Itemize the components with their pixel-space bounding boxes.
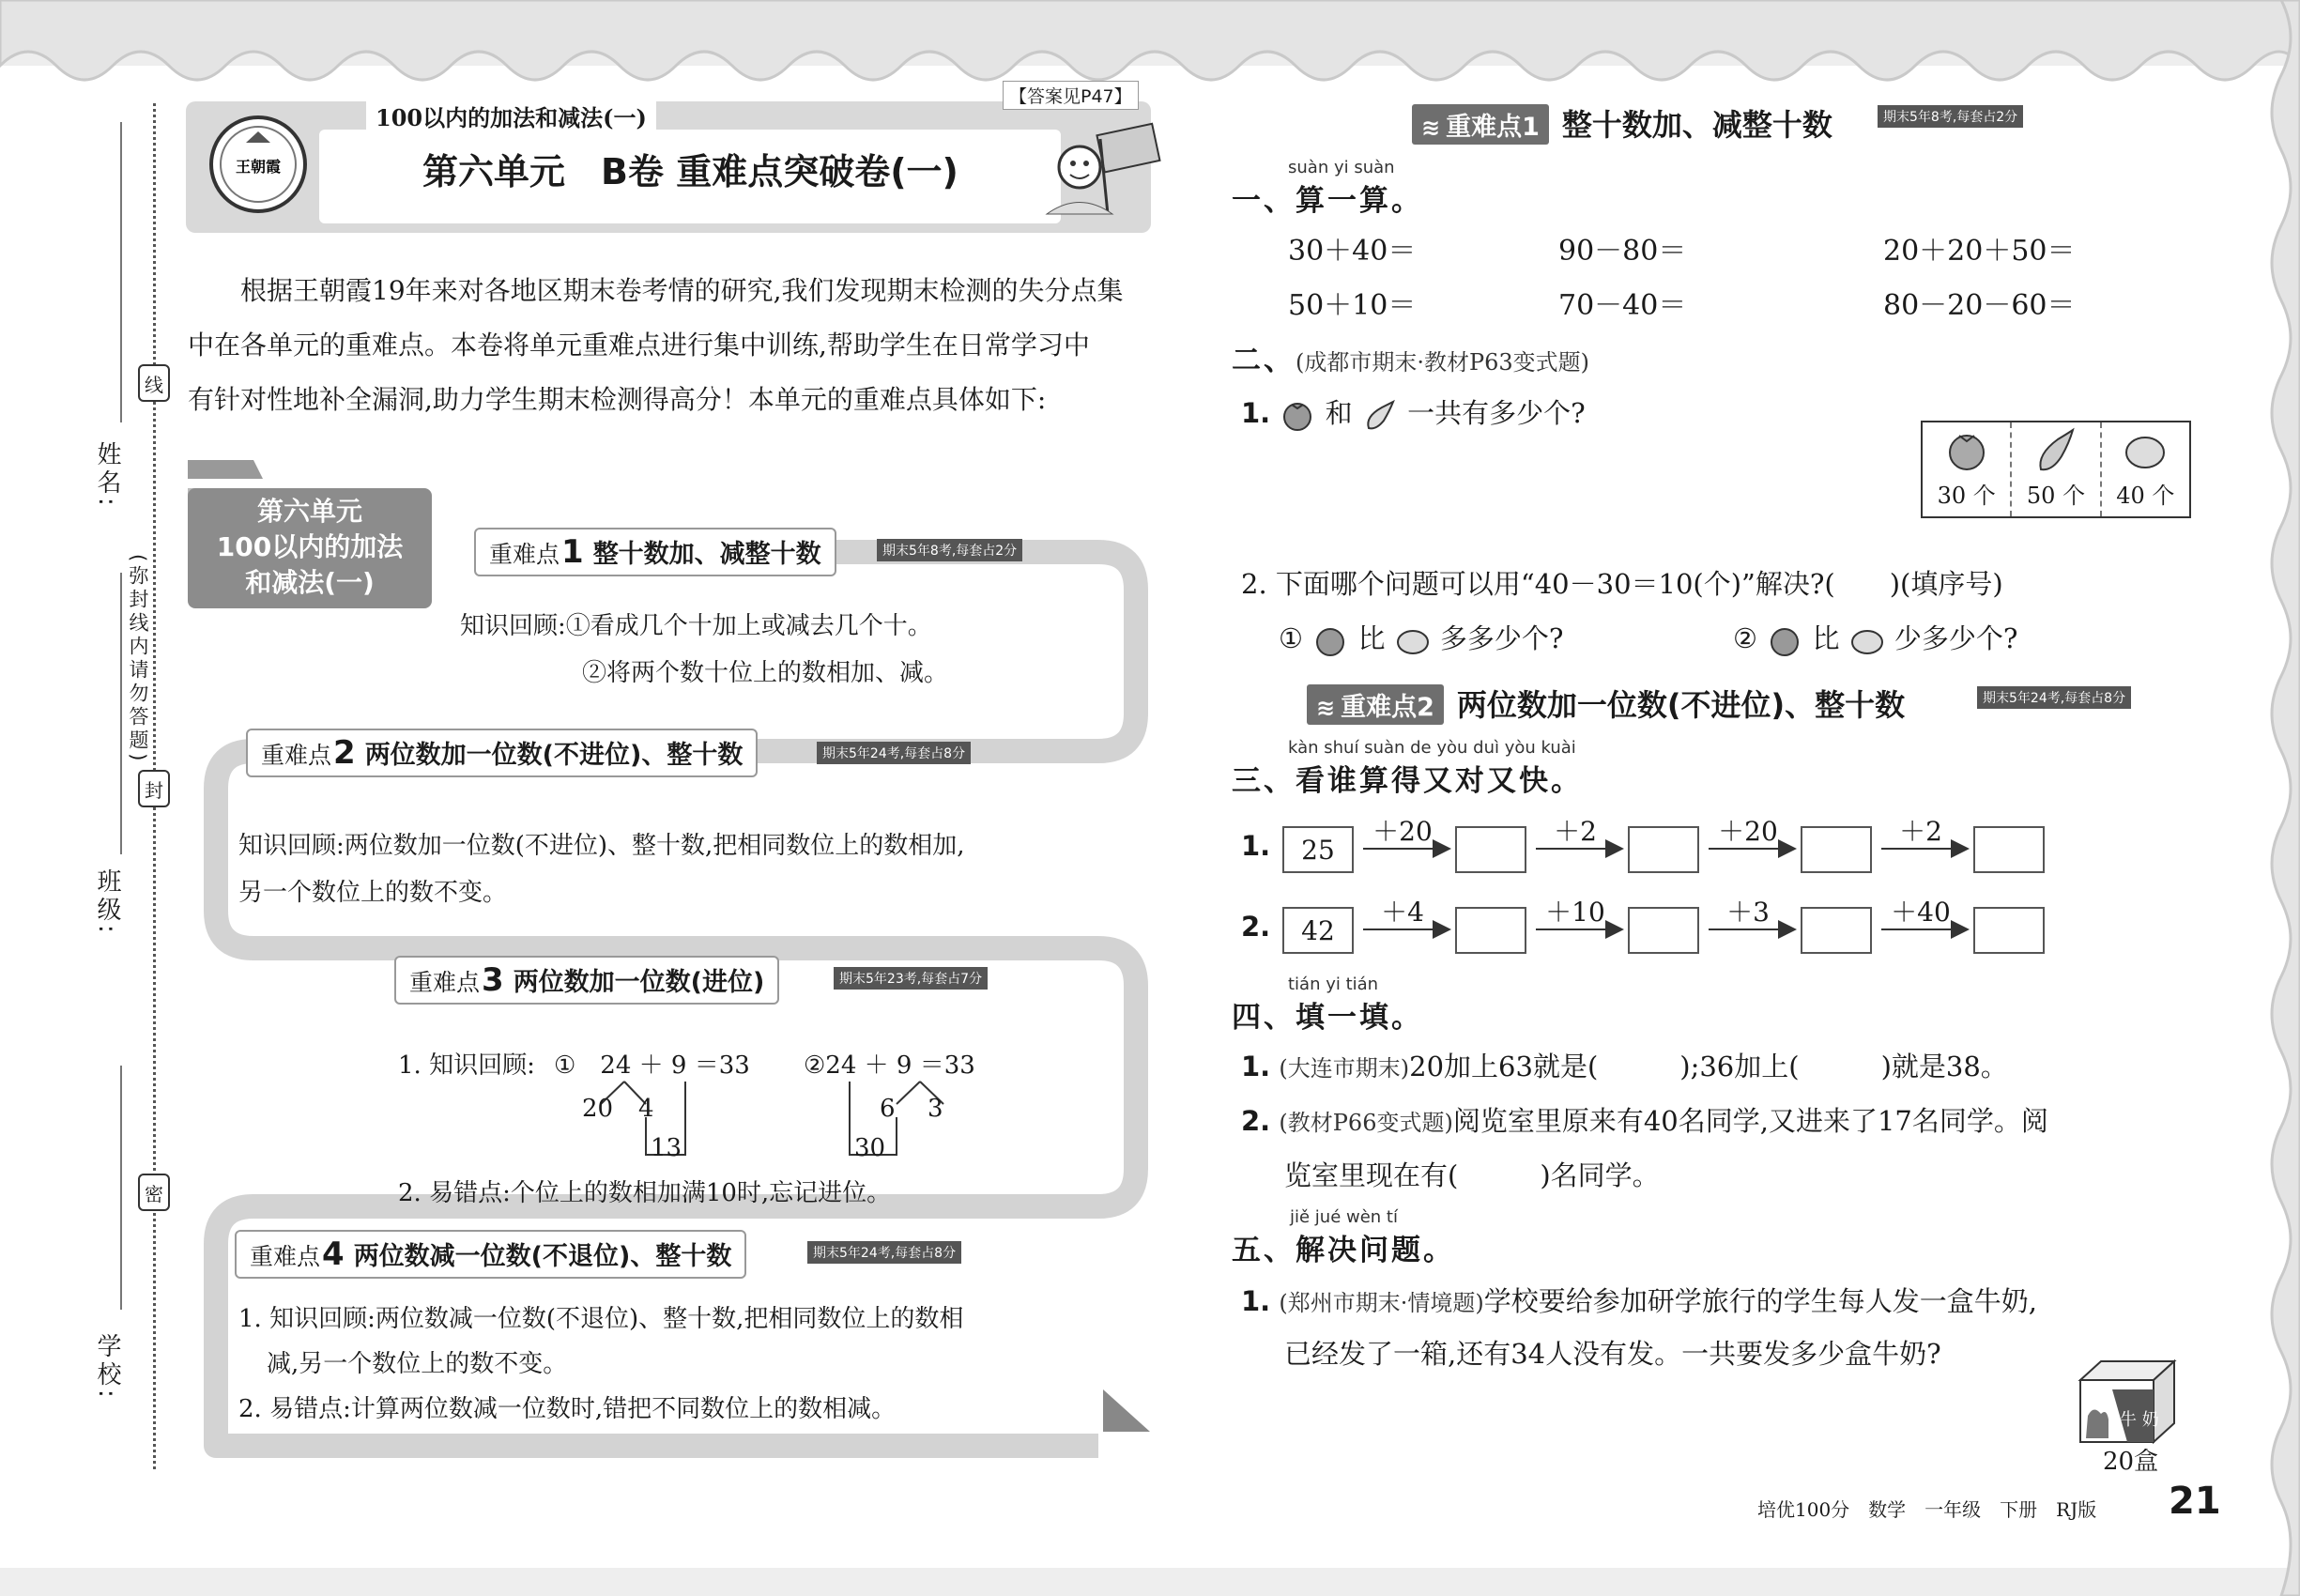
q5-item-1-text: 学校要给参加研学旅行的学生每人发一盒牛奶,	[1483, 1285, 2038, 1317]
tomato-icon	[1311, 623, 1349, 657]
key-point-4-review-1: 1. 知识回顾:两位数减一位数(不退位)、整十数,把相同数位上的数相	[238, 1305, 964, 1333]
key-point-1-tag: 期末5年8考,每套占2分	[877, 539, 1022, 561]
tomato-icon	[1766, 623, 1803, 657]
key-point-2-review-1: 知识回顾:两位数加一位数(不进位)、整十数,把相同数位上的数相加,	[238, 832, 965, 860]
intro-line-2: 中在各单元的重难点。本卷将单元重难点进行集中训练,帮助学生在日常学习中	[188, 330, 1090, 361]
q3-pinyin: kàn shuí suàn de yòu duì yòu kuài	[1288, 738, 1576, 758]
q4-item-2-number: 2.	[1241, 1105, 1271, 1137]
q5-pinyin: jiě jué wèn tí	[1290, 1207, 1398, 1227]
tomato-count: 30 个	[1937, 483, 1996, 509]
key-point-2-label	[246, 729, 758, 777]
key-point-number: 4	[322, 1235, 345, 1273]
unit-title: 第六单元 B卷 重难点突破卷(一)	[422, 151, 958, 192]
key-point-3-tag: 期末5年23考,每套占7分	[834, 967, 988, 990]
melon-icon	[1848, 623, 1886, 657]
q2-option-2	[1733, 618, 2017, 657]
subtopic-title: 100以内的加法和减法(一)	[366, 100, 656, 132]
split-ones-1: 4	[638, 1095, 654, 1123]
q4-item-2-text: 阅览室里原来有40名同学,又进来了17名同学。阅	[1452, 1105, 2048, 1137]
key-point-word: 重难点	[250, 1243, 321, 1270]
q2-source: (成都市期末·教材P63变式题)	[1296, 349, 1590, 376]
section-2-header	[1307, 682, 1905, 725]
split-sum-1: 13	[651, 1134, 682, 1162]
q5-item-1-continued: 已经发了一箱,还有34人没有发。一共要发多少盒牛奶?	[1284, 1338, 1941, 1370]
section-2-badge	[1307, 684, 1444, 725]
option-1-marker: ①	[1279, 622, 1303, 654]
key-point-3-label	[394, 956, 779, 1005]
q5-item-1-number: 1.	[1241, 1285, 1271, 1317]
decomposition-lines	[563, 1078, 958, 1162]
key-point-3-review-label: 1. 知识回顾:	[398, 1051, 535, 1080]
q5-heading: 五、解决问题。	[1232, 1234, 1455, 1267]
key-point-2-review-2: 另一个数位上的数不变。	[238, 879, 508, 907]
q2-heading-row	[1232, 336, 1589, 378]
eggplant-icon	[2033, 426, 2078, 473]
section-2-badge-text: 重难点2	[1341, 693, 1434, 722]
stamp-close-mark: 密	[138, 1174, 170, 1211]
chain-op: ＋10	[1545, 897, 1605, 928]
q4-item-1	[1241, 1046, 2008, 1084]
q2-item-2: 2. 下面哪个问题可以用“40－30＝10(个)”解决?( )(填序号)	[1241, 568, 2003, 600]
key-point-4-error: 2. 易错点:计算两位数减一位数时,错把不同数位上的数相减。	[238, 1395, 897, 1423]
melon-count: 40 个	[2116, 483, 2175, 509]
key-point-title: 两位数减一位数(不退位)、整十数	[353, 1242, 732, 1271]
option-1-compare: 比	[1357, 622, 1386, 654]
page-number: 21	[2169, 1480, 2221, 1523]
q4-item-2-continued: 览室里现在有( )名同学。	[1284, 1159, 1660, 1191]
q4-item-1-source: (大连市期末)	[1279, 1055, 1410, 1082]
chain-start-box: 25	[1282, 826, 1354, 873]
q1-expr-3: 20＋20＋50＝	[1883, 235, 2076, 268]
tomato-icon	[1944, 426, 1989, 473]
chain-op: ＋40	[1891, 897, 1951, 928]
key-point-1-review-1: 知识回顾:①看成几个十加上或减去几个十。	[460, 612, 932, 640]
q1-expr-1: 30＋40＝	[1288, 235, 1417, 268]
answer-reference: 【答案见P47】	[1003, 81, 1139, 110]
chain-op: ＋20	[1718, 816, 1778, 847]
stamp-line-mark: 线	[138, 364, 170, 402]
q5-item-1-source: (郑州市期末·情境题)	[1279, 1290, 1484, 1316]
section-2-tag: 期末5年24考,每套占8分	[1977, 686, 2131, 709]
key-point-4-tag: 期末5年24考,每套占8分	[807, 1241, 961, 1264]
brand-logo	[208, 115, 308, 214]
intro-line-3: 有针对性地补全漏洞,助力学生期末检测得高分！本单元的重难点具体如下:	[188, 384, 1047, 415]
chain-op: ＋4	[1381, 897, 1424, 928]
key-point-word: 重难点	[261, 742, 332, 769]
melon-icon	[1394, 623, 1432, 657]
answer-box[interactable]	[1973, 907, 2045, 954]
q4-item-1-text: 20加上63就是( );36加上( )就是38。	[1409, 1051, 2008, 1082]
milk-box-label: 牛 奶	[2120, 1410, 2159, 1430]
unit-box	[188, 488, 432, 608]
option-2-question: 少多少个?	[1894, 622, 2018, 654]
q2-item-1-and: 和	[1325, 397, 1353, 429]
q1-expr-2: 90－80＝	[1558, 235, 1687, 268]
key-point-3-equation-2: ②24 ＋ 9 ＝33	[804, 1051, 975, 1080]
stamp-seal-mark: 封	[138, 770, 170, 807]
tomato-icon	[1279, 398, 1316, 432]
melon-icon	[2123, 426, 2168, 473]
key-point-1-review-2: ②将两个数十位上的数相加、减。	[582, 659, 949, 687]
key-point-4-review-2: 减,另一个数位上的数不变。	[267, 1350, 568, 1378]
unit-box-line-2: 100以内的加法	[216, 531, 404, 562]
footer-series: 培优100分 数学 一年级 下册 RJ版	[1757, 1498, 2097, 1521]
key-point-4-label	[235, 1230, 746, 1279]
key-point-number: 3	[482, 961, 504, 999]
produce-cell-tomato	[1923, 422, 2012, 516]
q2-item-1-number: 1.	[1241, 397, 1271, 429]
q4-heading: 四、填一填。	[1232, 1001, 1423, 1035]
section-1-badge-text: 重难点1	[1446, 113, 1540, 142]
chain-op: ＋20	[1372, 816, 1433, 847]
option-2-compare: 比	[1812, 622, 1840, 654]
seal-note: (弥封线内请勿答题)	[127, 554, 149, 765]
eggplant-icon	[1361, 398, 1399, 432]
key-point-2-tag: 期末5年24考,每套占8分	[817, 742, 971, 764]
key-point-number: 2	[333, 734, 356, 772]
split-part-2b: 3	[928, 1095, 943, 1123]
q1-expr-6: 80－20－60＝	[1883, 289, 2076, 322]
q1-expr-4: 50＋10＝	[1288, 289, 1417, 322]
intro-line-1: 根据王朝霞19年来对各地区期末卷考情的研究,我们发现期末检测的失分点集	[240, 275, 1124, 306]
unit-box-line-3: 和减法(一)	[245, 567, 375, 598]
chain-arrows	[1357, 836, 1977, 948]
q2-heading: 二、	[1232, 344, 1296, 377]
chain-op: ＋3	[1726, 897, 1770, 928]
section-1-badge	[1412, 104, 1549, 145]
split-tens-1: 20	[582, 1095, 614, 1123]
wavy-right-edge	[2262, 0, 2300, 1596]
section-2-title: 两位数加一位数(不进位)、整十数	[1456, 687, 1906, 723]
key-point-3-equation-1: ① 24 ＋ 9 ＝33	[554, 1051, 750, 1080]
q4-item-2	[1241, 1100, 2048, 1139]
name-blank-line	[120, 122, 122, 422]
wave-icon: ≋	[1421, 115, 1441, 141]
key-point-title: 两位数加一位数(不进位)、整十数	[364, 741, 744, 770]
q3-row-1-number: 1.	[1241, 830, 1271, 862]
produce-cell-melon	[2102, 422, 2189, 516]
class-blank-line	[120, 573, 122, 854]
produce-table	[1921, 421, 2191, 518]
option-2-marker: ②	[1733, 622, 1757, 654]
cartoon-flag-illustration	[1042, 111, 1173, 223]
section-1-title: 整十数加、减整十数	[1561, 107, 1832, 143]
split-part-2a: 6	[880, 1095, 896, 1123]
section-1-header	[1412, 101, 1832, 145]
option-1-question: 多多少个?	[1439, 622, 1564, 654]
q1-heading: 一、算一算。	[1232, 184, 1423, 218]
q2-item-1-question: 一共有多少个?	[1407, 397, 1586, 429]
key-point-word: 重难点	[409, 969, 481, 996]
answer-box[interactable]	[1973, 826, 2045, 873]
eggplant-count: 50 个	[2026, 483, 2086, 509]
milk-box-count: 20盒	[2103, 1448, 2159, 1476]
section-1-tag: 期末5年8考,每套占2分	[1878, 105, 2023, 128]
school-label: 学校:	[93, 1333, 121, 1402]
q3-row-2-number: 2.	[1241, 911, 1271, 943]
q4-pinyin: tián yi tián	[1288, 974, 1379, 994]
chain-start-box: 42	[1282, 907, 1354, 954]
split-sum-2: 30	[854, 1134, 886, 1162]
unit-box-line-1: 第六单元	[256, 496, 362, 527]
name-label: 姓名:	[93, 441, 121, 510]
wavy-top-edge	[0, 0, 2300, 94]
q4-item-1-number: 1.	[1241, 1051, 1271, 1082]
class-label: 班级:	[93, 868, 121, 937]
key-point-title: 整十数加、减整十数	[592, 540, 821, 569]
key-point-title: 两位数加一位数(进位)	[513, 968, 765, 997]
key-point-number: 1	[561, 533, 584, 571]
key-point-3-error: 2. 易错点:个位上的数相加满10时,忘记进位。	[398, 1179, 892, 1207]
q2-option-1	[1279, 618, 1563, 657]
q1-expr-5: 70－40＝	[1558, 289, 1687, 322]
chain-op: ＋2	[1899, 816, 1942, 847]
q2-item-1	[1241, 392, 1586, 432]
milk-box-icon	[2075, 1358, 2178, 1444]
svg-text:王朝霞: 王朝霞	[235, 158, 282, 176]
q1-pinyin: suàn yi suàn	[1288, 158, 1395, 177]
q5-item-1	[1241, 1281, 2037, 1319]
key-point-word: 重难点	[489, 541, 560, 568]
wave-icon: ≋	[1316, 695, 1336, 721]
school-blank-line	[120, 1066, 122, 1310]
produce-cell-eggplant	[2012, 422, 2101, 516]
chain-op: ＋2	[1554, 816, 1597, 847]
q3-heading: 三、看谁算得又对又快。	[1232, 764, 1583, 798]
q4-item-2-source: (教材P66变式题)	[1279, 1110, 1453, 1136]
key-point-1-label	[474, 528, 836, 576]
